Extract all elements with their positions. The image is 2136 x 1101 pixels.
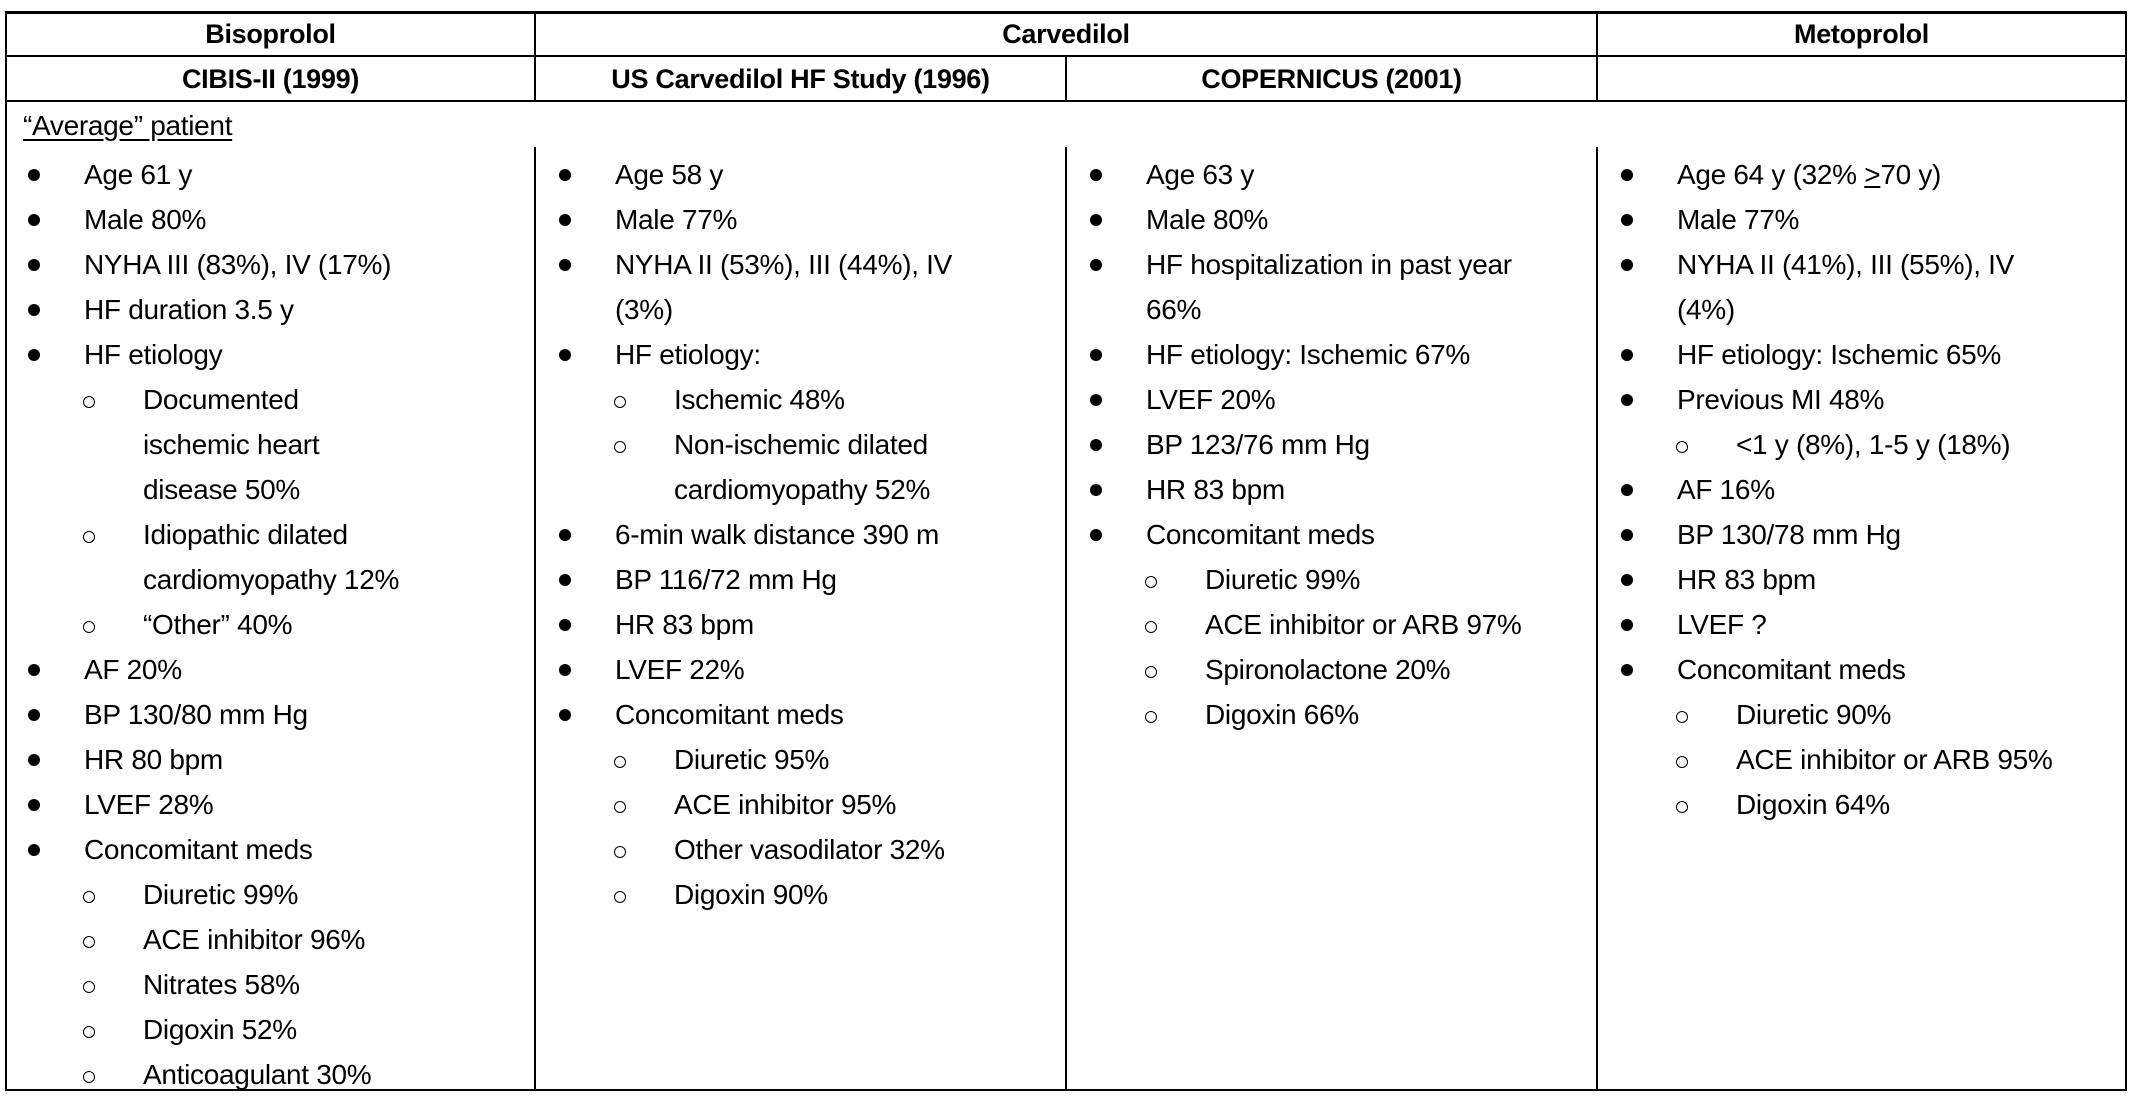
drug-header-bisoprolol: Bisoprolol [205, 19, 336, 49]
sub-list-item [84, 377, 403, 512]
bullet-hollow-icon [1087, 602, 1107, 647]
item-text: ACE inhibitor 95% [674, 789, 897, 820]
list-item [25, 332, 530, 647]
list-item [1618, 647, 2123, 827]
bullet-filled-icon [556, 602, 576, 647]
sub-list-item [84, 512, 463, 602]
sub-list-item [615, 377, 1061, 422]
bullet-filled-icon [1087, 152, 1107, 197]
column-us-carvedilol [556, 152, 1061, 917]
bullet-hollow-icon [1618, 692, 1638, 737]
list-item [556, 557, 1061, 602]
item-text: AF 20% [84, 654, 182, 685]
bullet-filled-icon [1618, 332, 1638, 377]
bullet-filled-icon [556, 557, 576, 602]
bullet-filled-icon [1087, 242, 1107, 287]
characteristics-list [1618, 152, 2123, 827]
item-text: HR 80 bpm [84, 744, 223, 775]
bullet-hollow-icon [1618, 737, 1638, 782]
list-item [25, 197, 530, 242]
item-text: ACE inhibitor or ARB 95% [1736, 744, 2053, 775]
item-text: “Other” 40% [143, 609, 293, 640]
sub-list-item [84, 917, 530, 962]
item-text: 70 y) [1880, 159, 1942, 190]
item-text: HR 83 bpm [1677, 564, 1816, 595]
item-text: HF etiology [84, 339, 223, 370]
item-text: Digoxin 66% [1205, 699, 1359, 730]
sub-list [25, 872, 530, 1097]
sub-list-item [615, 422, 1004, 512]
item-text: Diuretic 95% [674, 744, 830, 775]
bullet-filled-icon [25, 197, 45, 242]
item-text: NYHA II (53%), III (44%), IV (3%) [615, 249, 953, 325]
section-label-average-patient: “Average” patient [23, 110, 233, 141]
bullet-filled-icon [556, 242, 576, 287]
item-text: Nitrates 58% [143, 969, 300, 1000]
list-item [1087, 197, 1592, 242]
item-text: BP 116/72 mm Hg [615, 564, 837, 595]
bullet-filled-icon [25, 242, 45, 287]
bullet-filled-icon [1618, 602, 1638, 647]
item-text: Diuretic 90% [1736, 699, 1892, 730]
list-item [1087, 152, 1592, 197]
bullet-filled-icon [1087, 377, 1107, 422]
list-item [556, 197, 1061, 242]
item-text: LVEF 20% [1146, 384, 1276, 415]
bullet-hollow-icon [1087, 692, 1107, 737]
bullet-hollow-icon [25, 962, 45, 1007]
bullet-hollow-icon [556, 827, 576, 872]
bullet-filled-icon [1087, 332, 1107, 377]
item-text: Digoxin 52% [143, 1014, 297, 1045]
bullet-hollow-icon [25, 917, 45, 962]
item-text: NYHA III (83%), IV (17%) [84, 249, 392, 280]
list-item [1618, 557, 2123, 602]
bullet-filled-icon [25, 692, 45, 737]
sub-list-item [1677, 737, 2056, 782]
item-text: NYHA II (41%), III (55%), IV (4%) [1677, 249, 2015, 325]
item-text: Non-ischemic dilated cardiomyopathy 52% [674, 429, 931, 505]
list-item [1087, 422, 1592, 467]
bullet-hollow-icon [556, 782, 576, 827]
sub-list [25, 377, 530, 647]
item-text: Male 80% [84, 204, 207, 235]
bullet-hollow-icon [25, 1052, 45, 1097]
column-cibis-ii [25, 152, 530, 1097]
bullet-hollow-icon [1087, 647, 1107, 692]
bullet-filled-icon [25, 647, 45, 692]
item-text: Previous MI 48% [1677, 384, 1885, 415]
bullet-filled-icon [556, 152, 576, 197]
list-item [556, 242, 1010, 332]
item-text: Age 63 y [1146, 159, 1255, 190]
sub-list-item [84, 602, 530, 647]
list-item [556, 152, 1061, 197]
characteristics-list [556, 152, 1061, 917]
sub-list [1618, 692, 2123, 827]
list-item [1618, 242, 2072, 332]
item-text: HF etiology: Ischemic 65% [1677, 339, 2001, 370]
column-divider-3-body [1596, 147, 1598, 1091]
bullet-filled-icon [25, 152, 45, 197]
bullet-filled-icon [25, 737, 45, 782]
bullet-filled-icon [25, 332, 45, 377]
bullet-hollow-icon [25, 872, 45, 917]
bullet-hollow-icon [25, 512, 45, 557]
list-item [1087, 332, 1592, 377]
item-text: LVEF 22% [615, 654, 745, 685]
item-text: Concomitant meds [1146, 519, 1375, 550]
bullet-hollow-icon [556, 422, 576, 467]
list-item [1618, 377, 2123, 467]
bullet-filled-icon [1618, 512, 1638, 557]
sub-list-item [84, 962, 530, 1007]
bullet-hollow-icon [556, 737, 576, 782]
bullet-filled-icon [556, 332, 576, 377]
item-text: Diuretic 99% [143, 879, 299, 910]
list-item [25, 737, 530, 782]
item-text: LVEF ? [1677, 609, 1767, 640]
list-item [25, 287, 530, 332]
bullet-filled-icon [1618, 647, 1638, 692]
sub-list [556, 737, 1061, 917]
item-text: Documented ischemic heart disease 50% [143, 384, 320, 505]
item-text: <1 y (8%), 1-5 y (18%) [1736, 429, 2011, 460]
bullet-hollow-icon [25, 602, 45, 647]
item-text: Age 61 y [84, 159, 193, 190]
list-item [25, 782, 530, 827]
item-text: LVEF 28% [84, 789, 214, 820]
item-text: AF 16% [1677, 474, 1775, 505]
sub-list [1087, 557, 1592, 737]
sub-list-item [84, 872, 530, 917]
bullet-hollow-icon [25, 377, 45, 422]
trial-header-cibis-ii: CIBIS-II (1999) [181, 64, 360, 94]
sub-list-item [1677, 692, 2123, 737]
bullet-filled-icon [1087, 512, 1107, 557]
drug-header-metoprolol: Metoprolol [1794, 19, 1929, 49]
sub-list-item [84, 1007, 530, 1052]
sub-list-item [615, 827, 954, 872]
item-text: HF etiology: Ischemic 67% [1146, 339, 1470, 370]
list-item [556, 332, 1061, 512]
bullet-hollow-icon [25, 1007, 45, 1052]
bullet-filled-icon [25, 827, 45, 872]
item-text: BP 130/80 mm Hg [84, 699, 308, 730]
gte-symbol: > [1864, 159, 1881, 190]
item-text: HF duration 3.5 y [84, 294, 294, 325]
bullet-filled-icon [1618, 242, 1638, 287]
bullet-hollow-icon [1087, 557, 1107, 602]
column-divider-2-body [1065, 147, 1067, 1091]
list-item [25, 242, 530, 287]
item-text: HF hospitalization in past year 66% [1146, 249, 1512, 325]
bullet-filled-icon [1618, 557, 1638, 602]
item-text: Ischemic 48% [674, 384, 845, 415]
characteristics-list [1087, 152, 1592, 737]
item-text: ACE inhibitor 96% [143, 924, 366, 955]
item-text: HR 83 bpm [1146, 474, 1285, 505]
bullet-filled-icon [556, 647, 576, 692]
characteristics-list [25, 152, 530, 1097]
list-item [1087, 512, 1592, 737]
column-copernicus [1087, 152, 1592, 737]
trial-header-us-carvedilol: US Carvedilol HF Study (1996) [611, 64, 990, 94]
sub-list-item [1677, 422, 2123, 467]
bullet-hollow-icon [556, 377, 576, 422]
list-item [1087, 467, 1592, 512]
column-metoprolol [1618, 152, 2123, 827]
bullet-filled-icon [1087, 422, 1107, 467]
list-item [1618, 512, 2123, 557]
sub-list-item [615, 782, 1061, 827]
bullet-filled-icon [1618, 197, 1638, 242]
list-item [1618, 467, 2123, 512]
list-item [25, 827, 530, 1097]
item-text: Idiopathic dilated cardiomyopathy 12% [143, 519, 400, 595]
bullet-hollow-icon [1618, 422, 1638, 467]
bullet-filled-icon [556, 692, 576, 737]
item-text: Digoxin 90% [674, 879, 828, 910]
bullet-hollow-icon [1618, 782, 1638, 827]
item-text: ACE inhibitor or ARB 97% [1205, 609, 1522, 640]
list-item [25, 152, 530, 197]
list-item [556, 512, 1061, 557]
item-text: HR 83 bpm [615, 609, 754, 640]
list-item [556, 647, 1061, 692]
list-item [1087, 242, 1566, 332]
list-item [25, 647, 530, 692]
item-text: Spironolactone 20% [1205, 654, 1451, 685]
bullet-filled-icon [556, 197, 576, 242]
trial-header-copernicus: COPERNICUS (2001) [1201, 64, 1462, 94]
bullet-hollow-icon [556, 872, 576, 917]
list-item [1087, 377, 1592, 422]
bullet-filled-icon [1618, 467, 1638, 512]
sub-list-item [1677, 782, 2123, 827]
item-text: Concomitant meds [84, 834, 313, 865]
list-item [556, 692, 1061, 917]
sub-list-item [84, 1052, 530, 1097]
item-text: Age 64 y (32% [1677, 159, 1865, 190]
column-divider-1-body [534, 147, 536, 1091]
sub-list [1618, 422, 2123, 467]
list-item [1618, 152, 2123, 197]
bullet-filled-icon [556, 512, 576, 557]
item-text: Diuretic 99% [1205, 564, 1361, 595]
sub-list-item [1146, 647, 1592, 692]
item-text: HF etiology: [615, 339, 761, 370]
item-text: 6-min walk distance 390 m [615, 519, 939, 550]
list-item [1618, 197, 2123, 242]
sub-list [556, 377, 1061, 512]
bullet-filled-icon [25, 287, 45, 332]
item-text: Age 58 y [615, 159, 724, 190]
item-text: Male 77% [1677, 204, 1800, 235]
bullet-filled-icon [1618, 377, 1638, 422]
drug-header-carvedilol: Carvedilol [1002, 19, 1130, 49]
sub-list-item [615, 872, 1061, 917]
item-text: Male 77% [615, 204, 738, 235]
item-text: Other vasodilator 32% [674, 834, 945, 865]
bullet-filled-icon [25, 782, 45, 827]
bullet-filled-icon [1087, 467, 1107, 512]
sub-list-item [615, 737, 1061, 782]
list-item [556, 602, 1061, 647]
list-item [1618, 602, 2123, 647]
list-item [1618, 332, 2123, 377]
item-text: Concomitant meds [1677, 654, 1906, 685]
sub-list-item [1146, 602, 1525, 647]
sub-list-item [1146, 557, 1592, 602]
item-text: Concomitant meds [615, 699, 844, 730]
item-text: BP 123/76 mm Hg [1146, 429, 1370, 460]
sub-list-item [1146, 692, 1592, 737]
item-text: Anticoagulant 30% [143, 1059, 372, 1090]
bullet-filled-icon [1087, 197, 1107, 242]
list-item [25, 692, 530, 737]
bullet-filled-icon [1618, 152, 1638, 197]
item-text: BP 130/78 mm Hg [1677, 519, 1901, 550]
item-text: Male 80% [1146, 204, 1269, 235]
item-text: Digoxin 64% [1736, 789, 1890, 820]
